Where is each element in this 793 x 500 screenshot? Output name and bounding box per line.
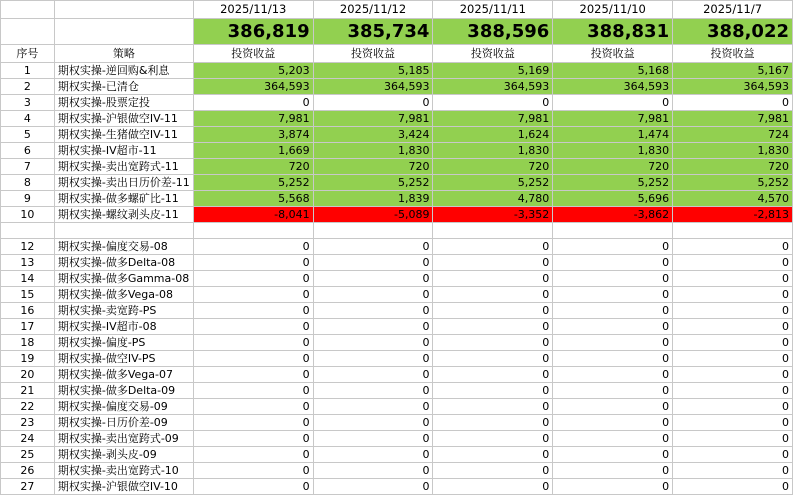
value-cell[interactable]: 4,570 xyxy=(673,191,793,207)
value-cell[interactable]: 0 xyxy=(673,254,793,270)
value-cell[interactable]: 0 xyxy=(313,302,433,318)
value-cell[interactable]: 0 xyxy=(673,286,793,302)
header-metric[interactable]: 投资收益 xyxy=(673,45,793,63)
value-cell[interactable]: 0 xyxy=(433,286,553,302)
value-cell[interactable]: 0 xyxy=(553,366,673,382)
value-cell[interactable]: 0 xyxy=(193,382,313,398)
value-cell[interactable]: 0 xyxy=(673,382,793,398)
strategy-name-cell[interactable]: 期权实操-做空IV-PS xyxy=(54,350,193,366)
strategy-name-cell[interactable]: 期权实操-卖宽跨-PS xyxy=(54,302,193,318)
value-cell[interactable]: 7,981 xyxy=(433,111,553,127)
strategy-name-cell[interactable]: 期权实操-卖出宽跨式-11 xyxy=(54,159,193,175)
strategy-name-cell[interactable]: 期权实操-做多Gamma-08 xyxy=(54,270,193,286)
value-cell[interactable]: 0 xyxy=(553,302,673,318)
value-cell[interactable]: 0 xyxy=(673,462,793,478)
row-index-cell[interactable]: 17 xyxy=(1,318,55,334)
strategy-name-cell[interactable]: 期权实操-已清仓 xyxy=(54,79,193,95)
table-row xyxy=(1,366,793,382)
value-cell[interactable]: 0 xyxy=(433,302,553,318)
date-cell[interactable]: 2025/11/12 xyxy=(313,1,433,19)
value-cell[interactable]: 7,981 xyxy=(673,111,793,127)
row-index-cell[interactable]: 25 xyxy=(1,446,55,462)
strategy-name-cell[interactable]: 期权实操-做多Vega-08 xyxy=(54,286,193,302)
row-index-cell[interactable]: 27 xyxy=(1,478,55,494)
date-cell[interactable]: 2025/11/10 xyxy=(553,1,673,19)
value-cell[interactable]: 0 xyxy=(673,334,793,350)
value-cell[interactable]: 0 xyxy=(433,254,553,270)
strategy-name-cell[interactable]: 期权实操-IV超市-11 xyxy=(54,143,193,159)
total-cell[interactable]: 385,734 xyxy=(313,19,433,45)
row-index-cell[interactable]: 4 xyxy=(1,111,55,127)
strategy-name-cell[interactable]: 期权实操-偏度-PS xyxy=(54,334,193,350)
table-row xyxy=(1,286,793,302)
value-cell[interactable]: 0 xyxy=(313,414,433,430)
header-strategy[interactable]: 策略 xyxy=(54,45,193,63)
value-cell[interactable]: 0 xyxy=(433,238,553,254)
strategy-name-cell[interactable]: 期权实操-卖出日历价差-11 xyxy=(54,175,193,191)
value-cell[interactable]: 0 xyxy=(193,446,313,462)
table-row xyxy=(1,430,793,446)
row-index-cell[interactable]: 26 xyxy=(1,462,55,478)
value-cell[interactable]: 0 xyxy=(313,254,433,270)
empty-cell[interactable] xyxy=(1,1,55,19)
total-cell[interactable]: 388,831 xyxy=(553,19,673,45)
value-cell[interactable]: 0 xyxy=(433,334,553,350)
value-cell[interactable]: 0 xyxy=(193,286,313,302)
table-row xyxy=(1,111,793,127)
total-row xyxy=(1,19,793,45)
strategy-name-cell[interactable]: 期权实操-做多Delta-09 xyxy=(54,382,193,398)
value-cell[interactable]: 0 xyxy=(313,334,433,350)
value-cell[interactable]: 0 xyxy=(553,238,673,254)
strategy-name-cell[interactable]: 期权实操-做多Vega-07 xyxy=(54,366,193,382)
value-cell[interactable]: 0 xyxy=(673,446,793,462)
value-cell[interactable]: 0 xyxy=(193,302,313,318)
strategy-name-cell[interactable]: 期权实操-偏度交易-08 xyxy=(54,238,193,254)
value-cell[interactable]: 7,981 xyxy=(553,111,673,127)
row-index-cell[interactable]: 24 xyxy=(1,430,55,446)
value-cell[interactable]: 5,568 xyxy=(193,191,313,207)
value-cell[interactable]: 0 xyxy=(193,414,313,430)
table-row xyxy=(1,63,793,79)
table-row xyxy=(1,446,793,462)
value-cell[interactable]: 0 xyxy=(673,478,793,494)
value-cell[interactable]: 0 xyxy=(193,334,313,350)
value-cell[interactable]: 5,203 xyxy=(193,63,313,79)
value-cell[interactable]: 720 xyxy=(553,159,673,175)
strategy-name-cell[interactable]: 期权实操-日历价差-09 xyxy=(54,414,193,430)
strategy-name-cell[interactable]: 期权实操-沪银做空IV-11 xyxy=(54,111,193,127)
value-cell[interactable]: 0 xyxy=(313,382,433,398)
value-cell[interactable]: 1,624 xyxy=(433,127,553,143)
table-row xyxy=(1,382,793,398)
value-cell[interactable]: 0 xyxy=(433,462,553,478)
value-cell[interactable]: 1,839 xyxy=(313,191,433,207)
value-cell[interactable]: 720 xyxy=(193,159,313,175)
total-cell[interactable]: 386,819 xyxy=(193,19,313,45)
value-cell[interactable]: 0 xyxy=(553,350,673,366)
header-index[interactable]: 序号 xyxy=(1,45,55,63)
header-metric[interactable]: 投资收益 xyxy=(553,45,673,63)
value-cell[interactable]: 0 xyxy=(313,462,433,478)
row-index-cell[interactable]: 9 xyxy=(1,191,55,207)
value-cell[interactable]: 5,169 xyxy=(433,63,553,79)
value-cell[interactable]: 0 xyxy=(673,350,793,366)
table-row xyxy=(1,462,793,478)
value-cell[interactable]: 0 xyxy=(193,462,313,478)
table-row xyxy=(1,478,793,494)
value-cell[interactable]: 364,593 xyxy=(433,79,553,95)
table-row xyxy=(1,143,793,159)
table-row xyxy=(1,191,793,207)
value-cell[interactable]: 5,252 xyxy=(193,175,313,191)
value-cell[interactable]: 0 xyxy=(313,350,433,366)
table-row xyxy=(1,398,793,414)
value-cell[interactable]: 0 xyxy=(433,446,553,462)
value-cell[interactable] xyxy=(673,223,793,239)
value-cell[interactable]: 0 xyxy=(193,478,313,494)
value-cell[interactable]: 0 xyxy=(673,398,793,414)
value-cell[interactable]: 0 xyxy=(673,430,793,446)
value-cell[interactable]: 3,874 xyxy=(193,127,313,143)
value-cell[interactable]: 0 xyxy=(553,334,673,350)
row-index-cell[interactable]: 15 xyxy=(1,286,55,302)
total-cell[interactable]: 388,022 xyxy=(673,19,793,45)
table-row xyxy=(1,95,793,111)
table-row xyxy=(1,302,793,318)
value-cell[interactable]: 0 xyxy=(553,398,673,414)
value-cell[interactable]: 1,830 xyxy=(433,143,553,159)
strategy-name-cell[interactable]: 期权实操-剥头皮-09 xyxy=(54,446,193,462)
header-metric[interactable]: 投资收益 xyxy=(193,45,313,63)
value-cell[interactable]: 0 xyxy=(433,350,553,366)
value-cell[interactable]: 0 xyxy=(673,302,793,318)
value-cell[interactable]: 1,474 xyxy=(553,127,673,143)
date-row xyxy=(1,1,793,19)
row-index-cell[interactable]: 21 xyxy=(1,382,55,398)
header-row xyxy=(1,45,793,63)
value-cell[interactable] xyxy=(313,223,433,239)
value-cell[interactable]: 0 xyxy=(553,462,673,478)
row-index-cell[interactable]: 1 xyxy=(1,63,55,79)
strategy-name-cell[interactable]: 期权实操-股票定投 xyxy=(54,95,193,111)
row-index-cell[interactable]: 2 xyxy=(1,79,55,95)
strategy-name-cell[interactable]: 期权实操-卖出宽跨式-10 xyxy=(54,462,193,478)
value-cell[interactable]: 0 xyxy=(553,446,673,462)
value-cell[interactable]: 0 xyxy=(193,350,313,366)
row-index-cell[interactable]: 14 xyxy=(1,270,55,286)
strategy-name-cell[interactable]: 期权实操-做多Delta-08 xyxy=(54,254,193,270)
value-cell[interactable]: 0 xyxy=(673,318,793,334)
row-index-cell[interactable]: 10 xyxy=(1,207,55,223)
value-cell[interactable]: 0 xyxy=(553,430,673,446)
strategy-name-cell[interactable]: 期权实操-IV超市-08 xyxy=(54,318,193,334)
table-row xyxy=(1,270,793,286)
row-index-cell[interactable]: 5 xyxy=(1,127,55,143)
strategy-name-cell[interactable]: 期权实操-偏度交易-09 xyxy=(54,398,193,414)
value-cell[interactable]: 0 xyxy=(553,95,673,111)
header-metric[interactable]: 投资收益 xyxy=(433,45,553,63)
value-cell[interactable]: -8,041 xyxy=(193,207,313,223)
value-cell[interactable]: 0 xyxy=(433,95,553,111)
value-cell[interactable]: 5,252 xyxy=(433,175,553,191)
value-cell[interactable]: 0 xyxy=(193,95,313,111)
value-cell[interactable]: 5,696 xyxy=(553,191,673,207)
row-index-cell[interactable]: 7 xyxy=(1,159,55,175)
row-index-cell[interactable]: 13 xyxy=(1,254,55,270)
table-row xyxy=(1,254,793,270)
date-cell[interactable]: 2025/11/11 xyxy=(433,1,553,19)
row-index-cell[interactable]: 19 xyxy=(1,350,55,366)
value-cell[interactable]: 0 xyxy=(313,238,433,254)
value-cell[interactable]: 1,830 xyxy=(673,143,793,159)
value-cell[interactable]: 0 xyxy=(193,318,313,334)
value-cell[interactable]: 0 xyxy=(313,366,433,382)
value-cell[interactable]: 0 xyxy=(433,366,553,382)
table-row xyxy=(1,334,793,350)
value-cell[interactable]: 364,593 xyxy=(673,79,793,95)
value-cell[interactable]: 0 xyxy=(673,366,793,382)
value-cell[interactable]: 0 xyxy=(553,478,673,494)
value-cell[interactable]: 0 xyxy=(433,430,553,446)
empty-cell[interactable] xyxy=(54,1,193,19)
value-cell[interactable]: 0 xyxy=(433,318,553,334)
value-cell[interactable]: 1,830 xyxy=(313,143,433,159)
empty-cell[interactable] xyxy=(1,19,55,45)
value-cell[interactable]: 0 xyxy=(193,254,313,270)
header-metric[interactable]: 投资收益 xyxy=(313,45,433,63)
value-cell[interactable]: 7,981 xyxy=(313,111,433,127)
value-cell[interactable]: -2,813 xyxy=(673,207,793,223)
strategy-name-cell[interactable]: 期权实操-生猪做空IV-11 xyxy=(54,127,193,143)
table-row xyxy=(1,350,793,366)
strategy-name-cell[interactable]: 期权实操-螺纹剥头皮-11 xyxy=(54,207,193,223)
table-row xyxy=(1,223,793,239)
strategy-name-cell[interactable] xyxy=(54,223,193,239)
value-cell[interactable]: 0 xyxy=(313,95,433,111)
value-cell[interactable]: 0 xyxy=(313,430,433,446)
table-row xyxy=(1,414,793,430)
value-cell[interactable]: 0 xyxy=(193,366,313,382)
value-cell[interactable]: 5,252 xyxy=(313,175,433,191)
strategy-name-cell[interactable]: 期权实操-沪银做空IV-10 xyxy=(54,478,193,494)
table-row xyxy=(1,175,793,191)
table-row xyxy=(1,318,793,334)
row-index-cell[interactable]: 20 xyxy=(1,366,55,382)
value-cell[interactable]: 5,252 xyxy=(673,175,793,191)
row-index-cell[interactable]: 16 xyxy=(1,302,55,318)
strategy-name-cell[interactable]: 期权实操-卖出宽跨式-09 xyxy=(54,430,193,446)
value-cell[interactable]: -3,352 xyxy=(433,207,553,223)
row-index-cell[interactable]: 8 xyxy=(1,175,55,191)
value-cell[interactable]: 0 xyxy=(433,478,553,494)
value-cell[interactable]: 0 xyxy=(553,414,673,430)
value-cell[interactable]: 3,424 xyxy=(313,127,433,143)
value-cell[interactable]: 0 xyxy=(673,270,793,286)
value-cell[interactable]: 720 xyxy=(433,159,553,175)
value-cell[interactable]: 0 xyxy=(193,430,313,446)
total-cell[interactable]: 388,596 xyxy=(433,19,553,45)
table-row xyxy=(1,207,793,223)
value-cell[interactable]: 5,168 xyxy=(553,63,673,79)
value-cell[interactable]: 5,167 xyxy=(673,63,793,79)
date-cell[interactable]: 2025/11/7 xyxy=(673,1,793,19)
value-cell[interactable]: 4,780 xyxy=(433,191,553,207)
row-index-cell[interactable]: 6 xyxy=(1,143,55,159)
value-cell[interactable]: 0 xyxy=(433,270,553,286)
value-cell[interactable]: 0 xyxy=(673,238,793,254)
strategy-name-cell[interactable]: 期权实操-做多螺矿比-11 xyxy=(54,191,193,207)
value-cell[interactable]: 0 xyxy=(193,270,313,286)
row-index-cell[interactable]: 22 xyxy=(1,398,55,414)
row-index-cell[interactable]: 18 xyxy=(1,334,55,350)
value-cell[interactable]: 0 xyxy=(313,286,433,302)
table-row xyxy=(1,127,793,143)
strategy-name-cell[interactable]: 期权实操-逆回购&利息 xyxy=(54,63,193,79)
value-cell[interactable] xyxy=(553,223,673,239)
value-cell[interactable]: 0 xyxy=(313,270,433,286)
empty-cell[interactable] xyxy=(54,19,193,45)
value-cell[interactable]: 1,669 xyxy=(193,143,313,159)
row-index-cell[interactable] xyxy=(1,223,55,239)
value-cell[interactable]: 720 xyxy=(313,159,433,175)
value-cell[interactable]: 0 xyxy=(313,318,433,334)
value-cell[interactable]: 0 xyxy=(433,382,553,398)
value-cell[interactable]: -5,089 xyxy=(313,207,433,223)
table-row xyxy=(1,159,793,175)
value-cell[interactable] xyxy=(433,223,553,239)
value-cell[interactable]: 5,185 xyxy=(313,63,433,79)
value-cell[interactable]: 7,981 xyxy=(193,111,313,127)
value-cell[interactable]: 0 xyxy=(553,286,673,302)
value-cell[interactable]: 364,593 xyxy=(313,79,433,95)
value-cell[interactable]: 0 xyxy=(433,398,553,414)
value-cell[interactable]: 0 xyxy=(313,446,433,462)
value-cell[interactable]: 0 xyxy=(553,318,673,334)
value-cell[interactable]: 1,830 xyxy=(553,143,673,159)
value-cell[interactable]: 0 xyxy=(553,382,673,398)
value-cell[interactable]: 0 xyxy=(193,398,313,414)
value-cell[interactable]: 364,593 xyxy=(553,79,673,95)
table-row xyxy=(1,79,793,95)
value-cell[interactable]: 0 xyxy=(673,414,793,430)
row-index-cell[interactable]: 12 xyxy=(1,238,55,254)
value-cell[interactable]: 5,252 xyxy=(553,175,673,191)
value-cell[interactable]: 364,593 xyxy=(193,79,313,95)
value-cell[interactable]: 0 xyxy=(553,254,673,270)
value-cell[interactable]: 720 xyxy=(673,159,793,175)
value-cell[interactable]: -3,862 xyxy=(553,207,673,223)
value-cell[interactable] xyxy=(193,223,313,239)
value-cell[interactable]: 0 xyxy=(193,238,313,254)
value-cell[interactable]: 0 xyxy=(313,478,433,494)
row-index-cell[interactable]: 23 xyxy=(1,414,55,430)
table-row xyxy=(1,238,793,254)
value-cell[interactable]: 0 xyxy=(553,270,673,286)
value-cell[interactable]: 0 xyxy=(673,95,793,111)
date-cell[interactable]: 2025/11/13 xyxy=(193,1,313,19)
value-cell[interactable]: 724 xyxy=(673,127,793,143)
value-cell[interactable]: 0 xyxy=(313,398,433,414)
value-cell[interactable]: 0 xyxy=(433,414,553,430)
row-index-cell[interactable]: 3 xyxy=(1,95,55,111)
